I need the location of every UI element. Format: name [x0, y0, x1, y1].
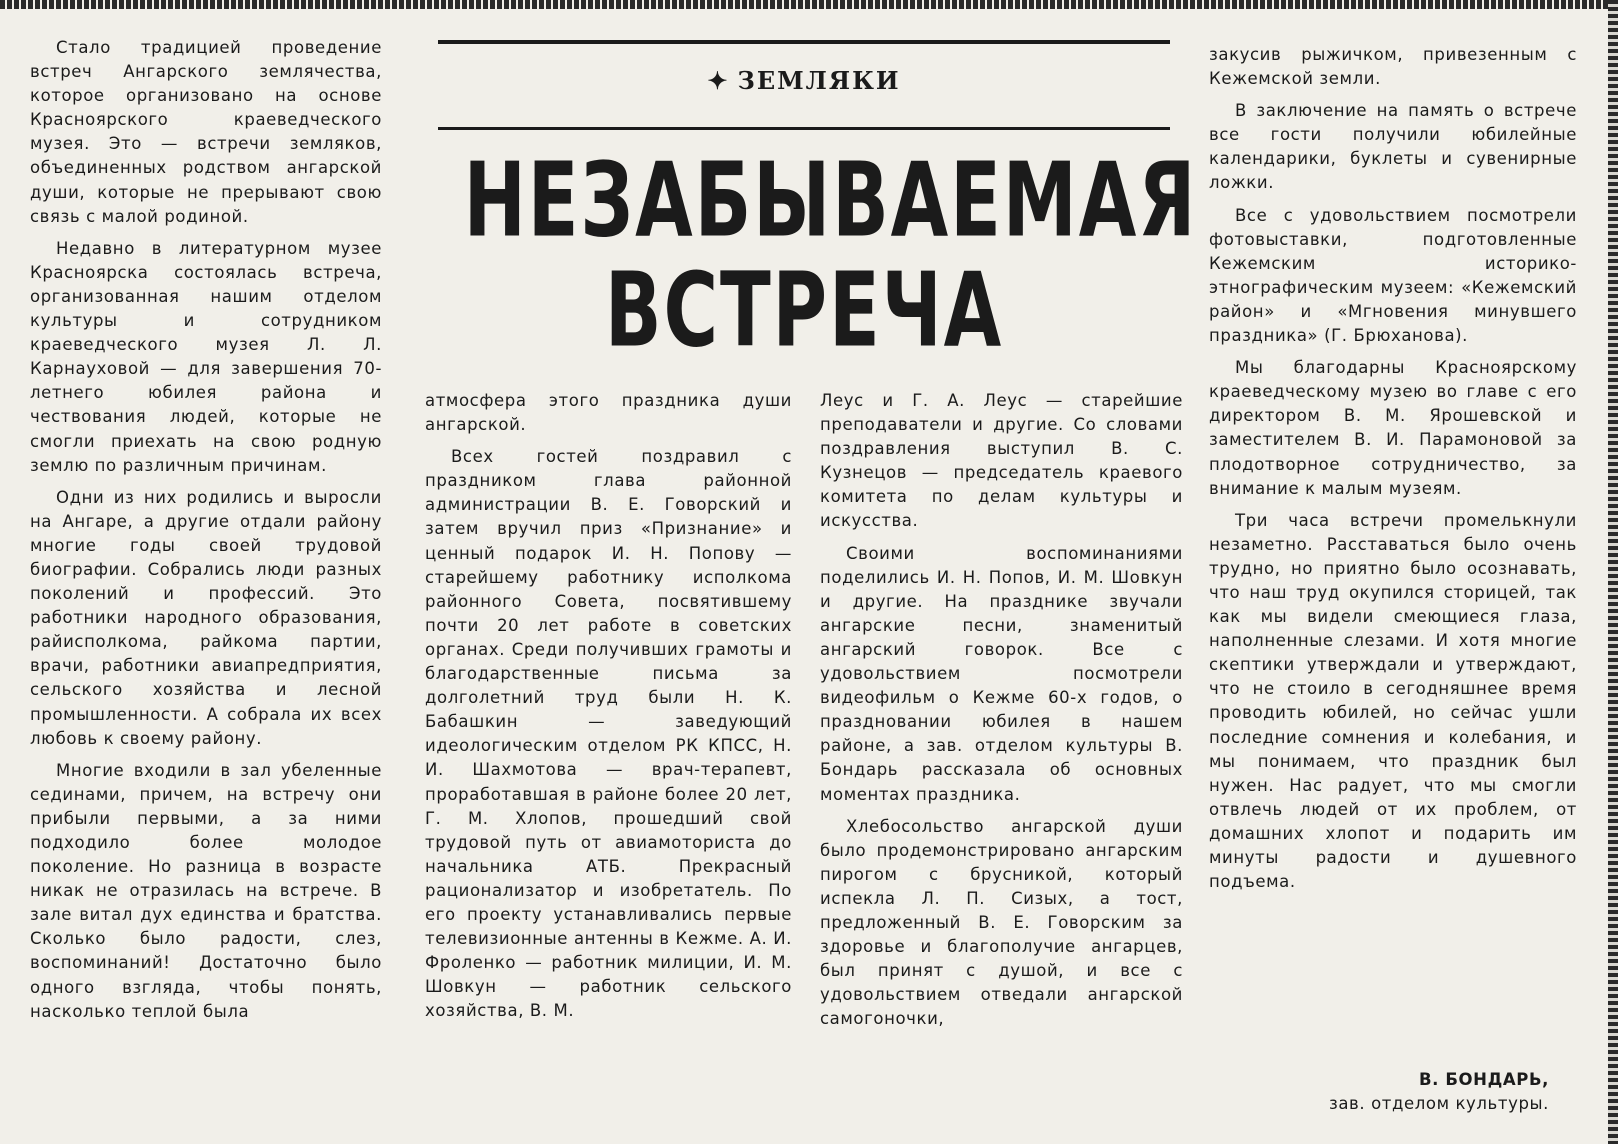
rubric-label: ЗЕМЛЯКИ	[737, 66, 901, 95]
paragraph: Леус и Г. А. Леус — старейшие преподаватели и другие. Со словами поздравления выступил В. С. Кузнецов — председатель краевого комитета по делам культуры и искусства.	[820, 391, 1183, 531]
headline-block	[438, 34, 1198, 374]
paragraph: Три часа встречи промелькнули незаметно. Расставаться было очень трудно, но приятно было осознавать, что наш труд окупился сторицей, так как мы видели смеющиеся глаза, наполненные слезами. И хотя многие скептики утверждали и утверждают, что не стоило в сегодняшнее время проводить юбилей, но сейчас ушли последние сомнения и колебания, и мы понимаем, что праздник был нужен. Нас радует, что мы смогли отвлечь людей от их проблем, от домашних хлопот и подарить им минуты радости и душевного подъема.	[1209, 510, 1577, 892]
paragraph: атмосфера этого праздника души ангарской.	[425, 391, 792, 435]
paragraph: В заключение на память о встрече все гости получили юбилейные календарики, буклеты и сувенирные ложки.	[1209, 101, 1577, 193]
paragraph: закусив рыжичком, привезенным с Кежемской земли.	[1209, 45, 1577, 89]
article-column-1	[30, 36, 382, 1032]
paragraph: Недавно в литературном музее Красноярска состоялась встреча, организованная нашим отделом культуры и сотрудником краеведческого музея Л. Л. Карнауховой — для завершения 70-летнего юбилея района и чествования людей, которые не смогли приехать на свою родную землю по различным причинам.	[30, 238, 382, 475]
paragraph: Стало традицией проведение встреч Ангарского землячества, которое организовано на основе Красноярского краеведческого музея. Это — встречи земляков, объединенных родством ангарской души, которые не прерывают свою связь с малой родиной.	[30, 38, 382, 226]
article-column-4	[1209, 43, 1577, 902]
paragraph: Всех гостей поздравил с праздником глава районной администрации В. Е. Говорский и затем вручил приз «Признание» и ценный подарок И. Н. Попову — старейшему работнику исполкома районного Совета, посвятившему почти 20 лет работе в советских органах. Среди получивших грамоты и благодарственные письма за долголетний труд были Н. К. Бабашкин — заведующий идеологическим отделом РК КПСС, Н. И. Шахмотова — врач-терапевт, проработавшая в районе более 20 лет, Г. М. Хлопов, прошедший свой трудовой путь от авиамоториста до начальника АТБ. Прекрасный рационализатор и изобретатель. По его проекту устанавливались первые телевизионные антенны в Кежме. А. И. Фроленко — работник милиции, И. М. Шовкун — работник сельского хозяйства, В. М.	[425, 447, 792, 1021]
paragraph: Хлебосольство ангарской души было продемонстрировано ангарским пирогом с брусникой, который испекла Л. П. Сизых, а тост, предложенный В. Е. Говорским за здоровье и благополучие ангарцев, был принят с душой, и все с удовольствием отведали ангарской самогоночки,	[820, 816, 1183, 1029]
bottom-rule	[438, 127, 1170, 130]
rubric	[438, 66, 1170, 95]
paragraph: Все с удовольствием посмотрели фотовыставки, подготовленные Кежемским историко-этнографическим музеем: «Кежемский район» и «Мгновения минувшего праздника» (Г. Брюханова).	[1209, 205, 1577, 346]
article-column-2	[425, 389, 792, 1031]
paragraph: Своими воспоминаниями поделились И. Н. Попов, И. М. Шовкун и другие. На празднике звучали ангарские песни, знаменитый ангарский говорок. Все с удовольствием посмотрели видеофильм о Кежме 60-х годов, о праздновании юбилея в нашем районе, а зав. отделом культуры В. Бондарь рассказала об основных моментах праздника.	[820, 543, 1183, 804]
author-role: зав. отделом культуры.	[1328, 1094, 1549, 1113]
diamond-star-icon: ✦	[707, 66, 730, 95]
author-name: В. БОНДАРЬ,	[1418, 1070, 1549, 1089]
right-page-edge	[1608, 0, 1618, 1144]
paragraph: Многие входили в зал убеленные сединами, причем, на встречу они прибыли первыми, а за ними подходило более молодое поколение. Но разница в возрасте никак не отразилась на встрече. В зале витал дух единства и братства. Сколько было радости, слез, воспоминаний! Достаточно было одного взгляда, чтобы понять, насколько теплой была	[30, 760, 382, 1021]
top-rule	[438, 40, 1170, 44]
headline-line-2: ВСТРЕЧА	[604, 250, 1004, 370]
article-column-3	[820, 389, 1183, 1039]
paragraph: Одни из них родились и выросли на Ангаре, а другие отдали району многие годы своей трудовой биографии. Собрались люди разных поколений и профессий. Это работники народного образования, райисполкома, райкома партии, врачи, работники авиапредприятия, сельского хозяйства и лесной промышленности. А собрала их всех любовь к своему району.	[30, 487, 382, 748]
headline-line-1: НЕЗАБЫВАЕМАЯ	[463, 140, 1198, 260]
paragraph: Мы благодарны Красноярскому краеведческому музею во главе с его директором В. М. Ярошевской и заместителем В. И. Парамоновой за плодотворное сотрудничество, за внимание к малым музеям.	[1209, 358, 1577, 498]
top-perforated-border	[0, 0, 1618, 9]
